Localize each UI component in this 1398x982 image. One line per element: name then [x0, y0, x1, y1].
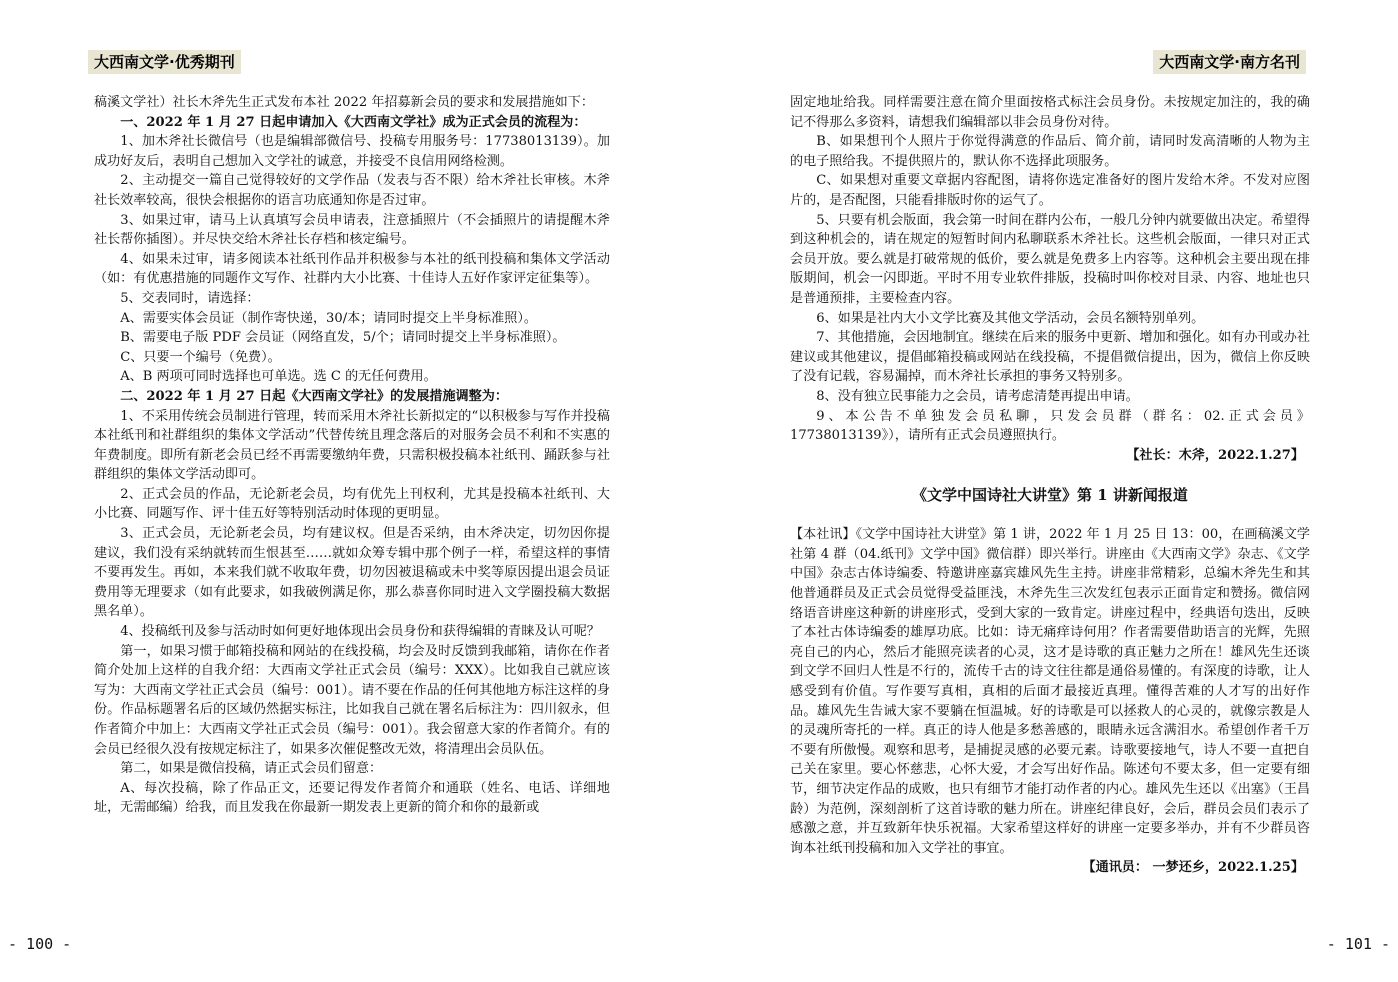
right-page — [699, 0, 1398, 982]
paragraph: 9、本公告不单独发会员私聊，只发会员群（群名：02.正式会员》17738013139》），请所有正式会员遵照执行。 — [790, 408, 1310, 444]
paragraph: 5、交表同时，请选择： — [120, 290, 260, 306]
paragraph: 8、没有独立民事能力之会员，请考虑清楚再提出申请。 — [816, 388, 1139, 404]
paragraph: B、如果想刊个人照片于你觉得满意的作品后、简介前，请同时发高清晰的人物为主的电子照给我。不提供照片的，默认你不选择此项服务。 — [790, 134, 1310, 169]
paragraph: 第一，如果习惯于邮箱投稿和网站的在线投稿，均会及时反馈到我邮箱，请你在作者简介处加上这样的自我介绍：大西南文学社正式会员（编号：XXX）。比如我自己就应该写为：大西南文学社正式会员（编号：001）。请不要在作品的任何其他地方标注这样的身份。作品标题署名后的区域仍然据实标注，比如我自己就在署名后标注为：四川叙永，但作者简介中加上：大西南文学社正式会员（编号：001）。我会留意大家的作者简介。有的会员已经很久没有按规定标注了，如果多次催促整改无效，将清理出会员队伍。 — [94, 643, 611, 757]
left-running-header: 大西南文学·优秀期刊 — [88, 50, 241, 74]
paragraph: 【通讯员： 一梦还乡，2022.1.25】 — [1082, 860, 1304, 876]
paragraph: 固定地址给我。同样需要注意在简介里面按格式标注会员身份。未按规定加注的，我的确记不得那么多资料，请想我们编辑部以非会员身份对待。 — [790, 95, 1310, 130]
paragraph: 7、其他措施，会因地制宜。继续在后来的服务中更新、增加和强化。如有办刊或办社建议或其他建议，提倡邮箱投稿或网站在线投稿，不提倡微信提出，因为，微信上你反映了没有记载，容易漏掉，而木斧社长承担的事务又特别多。 — [790, 330, 1310, 385]
paragraph: A、需要实体会员证（制作寄快递，30/本；请同时提交上半身标准照）。 — [120, 310, 537, 326]
paragraph: 4、投稿纸刊及参与活动时如何更好地体现出会员身份和获得编辑的青睐及认可呢？ — [120, 624, 600, 640]
paragraph: 第二，如果是微信投稿，请正式会员们留意： — [120, 761, 383, 777]
paragraph: 2、正式会员的作品，无论新老会员，均有优先上刊权利，尤其是投稿本社纸刊、大小比赛、同题写作、评十佳五好等特别活动时体现的更明显。 — [94, 486, 610, 522]
right-body-text — [790, 93, 1310, 878]
right-running-header: 大西南文学·南方名刊 — [1153, 50, 1306, 74]
paragraph: 稿溪文学社）社长木斧先生正式发布本社 2022 年招募新会员的要求和发展措施如下： — [94, 95, 594, 110]
paragraph: 6、如果是社内大小文学比赛及其他文学活动，会员名额特别单列。 — [816, 310, 1205, 326]
left-body-text — [94, 93, 610, 818]
paragraph: C、如果想对重要文章据内容配图，请将你选定准备好的图片发给木斧。不发对应图片的，是否配图，只能看排版时你的运气了。 — [790, 173, 1310, 208]
paragraph: 1、加木斧社长微信号（也是编辑部微信号、投稿专用服务号：17738013139）。加成功好友后，表明自己想加入文学社的诚意，并接受不良信用网络检测。 — [94, 134, 610, 169]
paragraph: A、B 两项可同时选择也可单选。选 C 的无任何费用。 — [120, 369, 437, 385]
paragraph: 2、主动提交一篇自己觉得较好的文学作品（发表与否不限）给木斧社长审核。木斧社长效率较高，很快会根据你的语言功底通知你是否过审。 — [94, 173, 610, 208]
announcement-continuation — [790, 93, 1310, 465]
paragraph: 5、只要有机会版面，我会第一时间在群内公布，一般几分钟内就要做出决定。希望得到这种机会的，请在规定的短暂时间内私聊联系木斧社长。这些机会版面，一律只对正式会员开放。要么就是打破常规的低价，要么就是免费多上内容等。这种机会主要出现在排版期间，机会一闪即逝。平时不用专业软件排版，投稿时叫你校对目录、内容、地址也只是普通预排，主要检查内容。 — [790, 212, 1310, 306]
paragraph: A、每次投稿，除了作品正文，还要记得发作者简介和通联（姓名、电话、详细地址，无需邮编）给我，而且发我在你最新一期发表上更新的简介和你的最新或 — [94, 780, 610, 816]
paragraph: 4、如果未过审，请多阅读本社纸刊作品并积极参与本社的纸刊投稿和集体文学活动（如：有优惠措施的同题作文写作、社群内大小比赛、十佳诗人五好作家评定征集等）。 — [94, 251, 610, 287]
paragraph: 二、2022 年 1 月 27 日起《大西南文学社》的发展措施调整为： — [120, 388, 508, 404]
article-body — [790, 525, 1310, 878]
paragraph: 一、2022 年 1 月 27 日起申请加入《大西南文学社》成为正式会员的流程为： — [120, 114, 587, 130]
paragraph: B、需要电子版 PDF 会员证（网络直发，5/个；请同时提交上半身标准照）。 — [120, 330, 566, 346]
paragraph: 【本社讯】《文学中国诗社大讲堂》第 1 讲，2022 年 1 月 25 日 13：00，在画稿溪文学社第 4 群（04.纸刊》文学中国》微信群）即兴举行。讲座由《大西南文学》杂志、《文学中国》杂志古体诗编委、特邀讲座嘉宾雄风先生主持。讲座非常精彩，总编木斧先生和其他普通群员及正式会员觉得受益匪浅，木斧先生三次发红包表示正面肯定和赞扬。微信网络语音讲座这种新的讲座形式，受到大家的一致肯定。讲座过程中，经典语句迭出，反映了本社古体诗编委的雄厚功底。比如：诗无痛痒诗何用？作者需要借助语言的光辉，先照亮自己的内心，然后才能照亮读者的心灵，这才是诗歌的真正魅力之所在！雄风先生还谈到文学不回归人性是不行的，流传千古的诗文往往都是通俗易懂的。有深度的诗歌，让人感受到有价值。写作要写真相，真相的后面才最接近真理。懂得苦难的人才写的出好作品。雄风先生告诫大家不要躺在恒温城。好的诗歌是可以拯救人的心灵的，就像宗教是人的灵魂所寄托的一样。真正的诗人他是多愁善感的，眼睛永远含满泪水。希望创作者千万不要有所傲慢。观察和思考，是捕捉灵感的必要元素。诗歌要接地气，诗人不要一直把自己关在家里。要心怀慈悲，心怀大爱，才会写出好作品。陈述句不要太多，但一定要有细节，细节决定作品的成败，也只有细节才能打动作者的内心。雄风先生还以《出塞》（王昌龄）为范例，深刻剖析了这首诗歌的魅力所在。讲座纪律良好，会后，群员会员们表示了感激之意，并互致新年快乐祝福。大家希望这样好的讲座一定要多举办，并有不少群员咨询本社纸刊投稿和加入文学社的事宜。 — [790, 527, 1310, 856]
paragraph: 3、如果过审，请马上认真填写会员申请表，注意插照片（不会插照片的请提醒木斧社长帮你插图）。并尽快交给木斧社长存档和核定编号。 — [94, 212, 610, 248]
right-page-number: - 101 - — [1326, 935, 1390, 953]
paragraph: 3、正式会员，无论新老会员，均有建议权。但是否采纳，由木斧决定，切勿因你提建议，我们没有采纳就转而生恨甚至……就如众筹专辑中那个例子一样，希望这样的事情不要再发生。再如，本来我们就不收取年费，切勿因被退稿或未中奖等原因提出退会员证费用等无理要求（如有此要求，如我破例满足你，那么恭喜你同时进入文学圈投稿大数据黑名单）。 — [94, 526, 610, 620]
article-title: 《文学中国诗社大讲堂》第 1 讲新闻报道 — [912, 486, 1188, 505]
paragraph: C、只要一个编号（免费）。 — [120, 349, 281, 365]
paragraph: 【社长：木斧，2022.1.27】 — [1126, 447, 1304, 463]
left-page-number: - 100 - — [8, 935, 72, 953]
paragraph: 1、不采用传统会员制进行管理，转而采用木斧社长新拟定的“以积极参与写作并投稿本社纸刊和社群组织的集体文学活动”代替传统且理念落后的对服务会员不利和不实惠的年费制度。即所有新老会员已经不再需要缴纳年费，只需积极投稿本社纸刊、踊跃参与社群组织的集体文学活动即可。 — [94, 408, 610, 483]
